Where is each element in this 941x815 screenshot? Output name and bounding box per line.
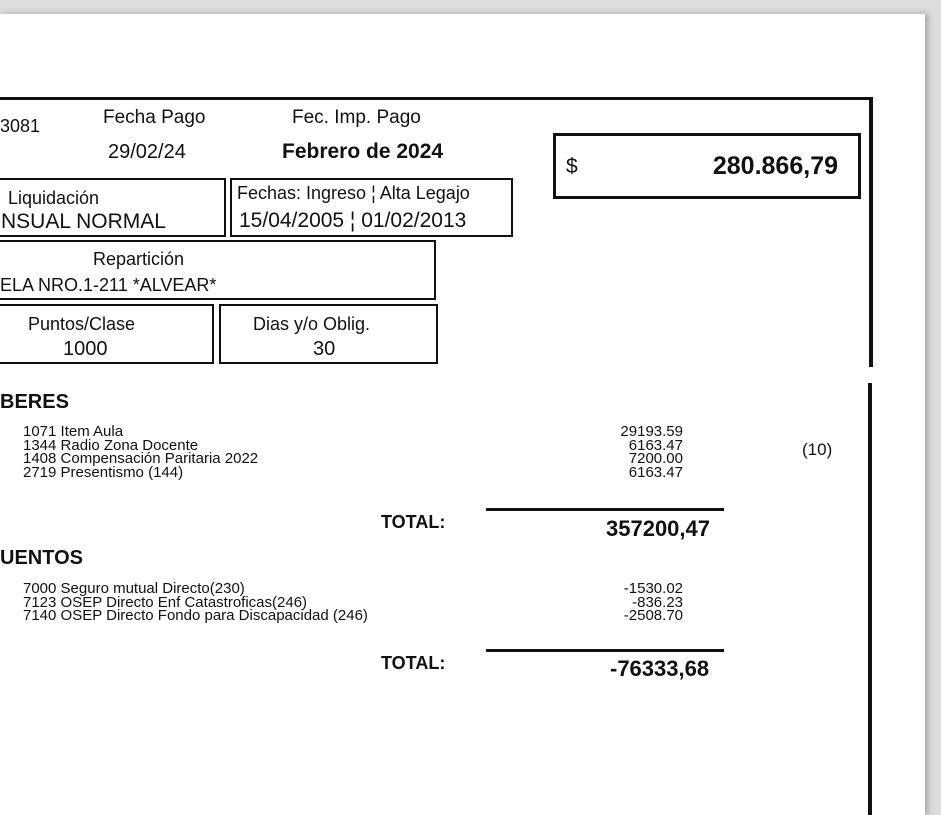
liquidacion-label: Liquidación [8,188,100,208]
legajo-number: 3081 [0,116,41,136]
descuentos-item-desc: 7140 OSEP Directo Fondo para Discapacidad (246) [23,607,368,624]
haberes-item-desc: 1071 Item Aula [23,423,124,440]
descuentos-item-desc: 7123 OSEP Directo Enf Catastroficas(246) [23,593,308,611]
top-rule [0,97,873,100]
right-rule-upper [869,97,873,367]
dias-value: 30 [313,338,336,360]
fecha-pago-value: 29/02/24 [108,141,186,163]
fechas-label: Fechas: Ingreso ¦ Alta Legajo [237,183,470,203]
descuentos-total-rule [486,649,724,652]
haberes-item-desc: 1344 Radio Zona Docente [23,436,199,454]
reparticion-label: Repartición [93,249,185,269]
currency-symbol: $ [566,155,578,178]
descuentos-total-value: -76333,68 [610,656,710,681]
fec-imp-pago-label: Fec. Imp. Pago [292,107,421,128]
descuentos-total-label: TOTAL: [381,653,446,673]
net-amount-box [553,133,861,199]
haberes-total-value: 357200,47 [606,516,710,541]
haberes-item-amount: 6163.47 [628,463,683,481]
dias-label: Dias y/o Oblig. [253,314,371,334]
reparticion-box [0,240,436,300]
fechas-value: 15/04/2005 ¦ 01/02/2013 [239,209,467,232]
right-rule-lower [868,383,872,815]
descuentos-item-amount: -2508.70 [623,607,683,624]
haberes-total-rule [486,508,724,511]
haberes-item-desc: 2719 Presentismo (144) [23,463,184,481]
puntos-value: 1000 [63,338,108,360]
haberes-title: BERES [0,391,69,413]
liquidacion-value: NSUAL NORMAL [1,210,166,233]
fechas-box [230,178,513,237]
haberes-item-amount: 6163.47 [628,436,683,454]
descuentos-title: UENTOS [0,547,83,569]
fec-imp-pago-value: Febrero de 2024 [282,140,444,163]
puntos-label: Puntos/Clase [28,314,136,334]
fecha-pago-label: Fecha Pago [103,107,206,128]
haberes-item-desc: 1408 Compensación Paritaria 2022 [23,450,259,467]
haberes-total-label: TOTAL: [381,512,446,532]
haberes-item-extra: (10) [802,440,833,459]
descuentos-item-amount: -836.23 [632,593,683,611]
descuentos-item-amount: -1530.02 [623,580,683,597]
net-amount: 280.866,79 [712,152,838,180]
liquidacion-box [0,178,226,237]
haberes-item-amount: 7200.00 [628,450,683,467]
haberes-item-amount: 29193.59 [620,423,683,440]
reparticion-value: ELA NRO.1-211 *ALVEAR* [0,275,217,295]
descuentos-item-desc: 7000 Seguro mutual Directo(230) [23,580,245,597]
puntos-box [0,304,214,364]
dias-box [219,304,438,364]
